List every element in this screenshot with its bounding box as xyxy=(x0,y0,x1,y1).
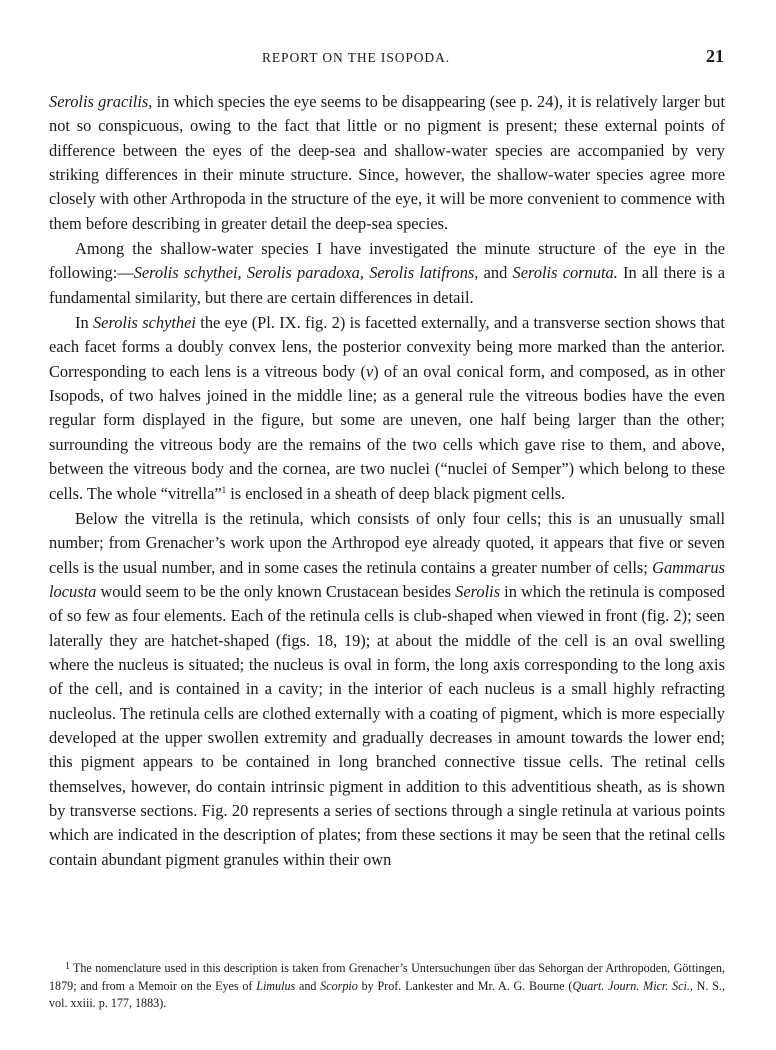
paragraph-text: the eye (Pl. IX. fig. 2) is facetted externally, and a transverse section shows that each facet forms a doubly convex lens, the posterior convexity being more marked than the anterior. Corresponding to each lens is a vitreous body ( xyxy=(49,313,725,381)
paragraph-text: is enclosed in a sheath of deep black pigment cells. xyxy=(226,483,566,503)
figure-label: v xyxy=(365,361,374,381)
species-list: Serolis schythei, Serolis paradoxa, Serolis latifrons, xyxy=(133,263,479,283)
paragraph-text: Below the vitrella is the retinula, which consists of only four cells; this is an unusually small number; from Grenacher’s work upon the Arthropod eye already quoted, it appears that five or seven cells is the usual number, and in some cases the retinula contains a greater number of cells; xyxy=(49,508,725,577)
footnote-segment: , N. S., vol. xxiii. p. 177, 1883). xyxy=(49,978,725,1010)
page-header xyxy=(0,44,776,68)
paragraph-1 xyxy=(49,90,725,236)
body-text xyxy=(49,90,725,872)
paragraph-text: in which species the eye seems to be disappearing (see p. 24), it is relatively larger but not so conspicuous, owing to the fact that little or no pigment is present; these external points of difference between the eyes of the deep-sea and shallow-water species are accompanied by very striking differences in their minute structure. Since, however, the shallow-water species agree more closely with other Arthropoda in the structure of the eye, it will be more convenient to commence with them before describing in greater detail the deep-sea species. xyxy=(49,92,725,233)
paragraph-text: and xyxy=(478,263,513,283)
genus-name: Limulus xyxy=(256,978,296,993)
footnote-segment: The nomenclature used in this description is taken from Grenacher’s Untersuchungen über das Sehorgan der Arthropoden, Göttingen, 1879; and from a Memoir on the Eyes of xyxy=(49,961,725,993)
running-title: REPORT ON THE ISOPODA. xyxy=(262,50,451,65)
footnote-segment: by Prof. Lankester and Mr. A. G. Bourne ( xyxy=(357,978,573,993)
footnote-reference: 1 xyxy=(221,484,227,495)
footnote-text xyxy=(49,958,725,1013)
paragraph-text: in which the retinula is composed of so few as four elements. Each of the retinula cells is club-shaped when viewed in front (fig. 2); seen laterally they are hatchet-shaped (figs. 18, 19); at about the middle of the cell is an oval swelling where the nucleus is situated; the nucleus is oval in form, the long axis corresponding to the long axis of the cell, and is contained in a cavity; in the interior of each nucleus is a small highly refracting nucleolus. The retinula cells are clothed externally with a coating of pigment, which is more especially developed at the upper swollen extremity and gradually decreases in amount towards the lower end; this pigment appears to be contained in long branched connective tissue cells. The retinal cells themselves, however, do contain intrinsic pigment in addition to this adventitious sheath, as is shown by transverse sections. Fig. 20 represents a series of sections through a single retinula at various points which are indicated in the description of plates; from these sections it may be seen that the retinal cells contain abundant pigment granules within their own xyxy=(49,581,725,869)
species-name: Serolis cornuta. xyxy=(512,263,618,283)
species-name: Serolis gracilis, xyxy=(49,92,153,111)
paragraph-2 xyxy=(49,237,725,310)
footnote-mark: 1 xyxy=(65,961,70,972)
species-name: Serolis schythei xyxy=(92,313,196,333)
paragraph-text: In xyxy=(75,313,93,333)
page-number: 21 xyxy=(706,46,724,66)
paragraph-text: Among the shallow-water species I have investigated the minute structure of the eye in the following:— xyxy=(49,239,725,283)
journal-title: Quart. Journ. Micr. Sci. xyxy=(572,978,690,993)
species-name: Gammarus locusta xyxy=(49,557,725,601)
paragraph-text: would seem to be the only known Crustacean besides xyxy=(96,581,456,601)
paragraph-4 xyxy=(49,507,725,872)
genus-name: Serolis xyxy=(455,581,501,601)
footnote xyxy=(49,958,725,1013)
paragraph-3 xyxy=(49,311,725,506)
footnote-segment: and xyxy=(295,978,321,993)
paragraph-text: In all there is a fundamental similarity, but there are certain differences in detail. xyxy=(49,263,725,307)
paragraph-text: ) of an oval conical form, and composed, as in other Isopods, of two halves joined in the middle line; as a general rule the vitreous bodies have the even regular form displayed in the figure, but some are uneven, one half being larger than the other; surrounding the vitreous body are the remains of the two cells which gave rise to them, and above, between the vitreous body and the cornea, are two nuclei (“nuclei of Semper”) which belong to these cells. The whole “vitrella” xyxy=(49,361,725,503)
genus-name: Scorpio xyxy=(320,978,358,993)
